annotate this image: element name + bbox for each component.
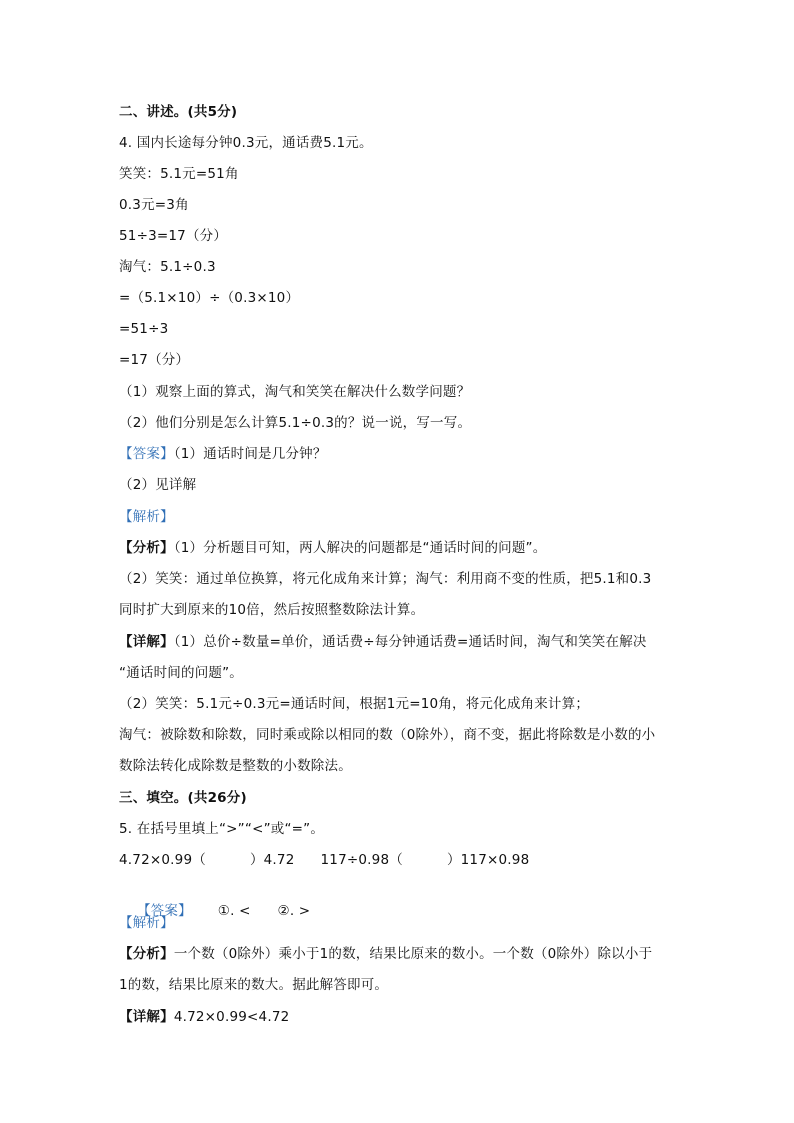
detail-line [119,632,647,652]
sub-question: （2）他们分别是怎么计算5.1÷0.3的？说一说，写一写。 [119,415,472,431]
question-prompt: 4. 国内长途每分钟0.3元，通话费5.1元。 [119,135,373,151]
sub-question: （1）观察上面的算式，淘气和笑笑在解决什么数学问题？ [119,384,471,400]
expr1-right: ）4.72 [249,852,295,868]
analysis-tag: 【解析】 [119,509,174,525]
calc-line: =（5.1×10）÷（0.3×10） [119,290,300,306]
xiangjie-text: 4.72×0.99<4.72 [173,1009,290,1025]
calc-line: 淘气：5.1÷0.3 [119,259,216,275]
section-heading: 三、填空。(共26分) [119,790,247,806]
analysis-line [119,538,546,558]
fenxi-tag: 【分析】 [119,946,174,962]
answer-tag: 【答案】 [119,446,174,462]
detail-line: 淘气：被除数和除数，同时乘或除以相同的数（0除外），商不变，据此将除数是小数的小 [119,727,656,743]
fenxi-text: （1）分析题目可知，两人解决的问题都是“通话时间的问题”。 [173,540,547,556]
calc-line: 0.3元=3角 [119,197,189,213]
detail-line: 数除法转化成除数是整数的小数除法。 [119,758,352,774]
calc-line: 笑笑：5.1元=51角 [119,166,239,182]
section-heading: 二、讲述。(共5分) [119,104,238,120]
fenxi-tag: 【分析】 [119,540,174,556]
calc-line: 51÷3=17（分） [119,228,228,244]
expr2-left: 117÷0.98（ [320,852,403,868]
analysis-line [119,944,652,964]
detail-line: “通话时间的问题”。 [119,665,243,681]
detail-line: （2）笑笑：5.1元÷0.3元=通话时间，根据1元=10角，将元化成角来计算； [119,696,590,712]
fenxi-text: 一个数（0除外）乘小于1的数，结果比原来的数小。一个数（0除外）除以小于 [173,946,653,962]
answer-text: （1）通话时间是几分钟？ [173,446,327,462]
analysis-line: 1的数，结果比原来的数大。据此解答即可。 [119,977,389,993]
comparison-expressions [119,850,529,870]
answer-line [119,444,327,464]
question-prompt: 5. 在括号里填上“>”“<”或“=”。 [119,821,325,837]
xiangjie-tag: 【详解】 [119,634,174,650]
calc-line: =51÷3 [119,321,169,337]
analysis-line: 同时扩大到原来的10倍，然后按照整数除法计算。 [119,602,425,618]
expr1-left: 4.72×0.99（ [119,852,206,868]
xiangjie-text: （1）总价÷数量=单价，通话费÷每分钟通话费=通话时间，淘气和笑笑在解决 [173,634,647,650]
analysis-tag: 【解析】 [119,915,174,931]
calc-line: =17（分） [119,352,190,368]
detail-line [119,1007,289,1027]
xiangjie-tag: 【详解】 [119,1009,174,1025]
answer-tag: 【答案】 [136,903,192,919]
analysis-line: （2）笑笑：通过单位换算，将元化成角来计算；淘气：利用商不变的性质，把5.1和0.3 [119,571,652,587]
answer-text: ①. < ②. > [217,903,311,919]
expr2-right: ）117×0.98 [446,852,530,868]
answer-line: （2）见详解 [119,477,197,493]
